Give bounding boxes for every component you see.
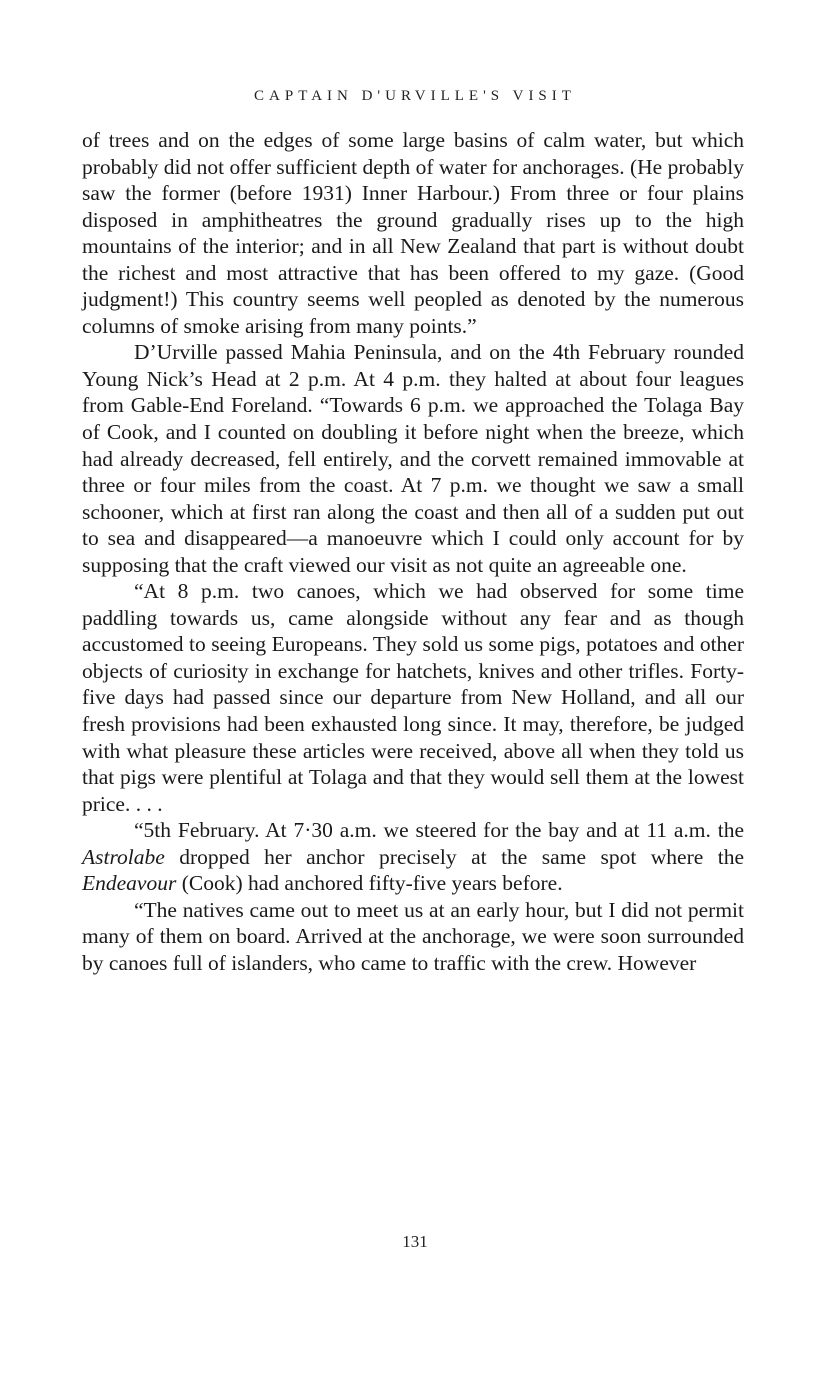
text-run: “5th February. At 7·30 a.m. we steered for the bay and at 11 a.m. the	[134, 818, 744, 843]
page-number: 131	[402, 1232, 428, 1251]
paragraph	[82, 578, 744, 817]
paragraph	[82, 817, 744, 897]
running-head: CAPTAIN D'URVILLE'S VISIT	[254, 88, 576, 104]
text-run: “At 8 p.m. two canoes, which we had observed for some time paddling towards us, came alongside without any fear and as though accustomed to seeing Europeans. They sold us some pigs, potatoes and other objects of curiosity in exchange for hatchets, knives and other trifles. Forty-five days had passed since our departure from New Holland, and all our fresh provisions had been exhausted long since. It may, therefore, be judged with what pleasure these articles were received, above all when they told us that pigs were plentiful at Tolaga and that they would sell them at the lowest price. . . .	[82, 579, 744, 816]
text-run: of trees and on the edges of some large basins of calm water, but which probably did not offer sufficient depth of water for anchorages. (He probably saw the former (before 1931) Inner Harbour.) From three or four plains disposed in amphitheatres the ground gradually rises up to the high mountains of the interior; and in all New Zealand that part is without doubt the richest and most attractive that has been offered to my gaze. (Good judgment!) This country seems well peopled as denoted by the numerous columns of smoke arising from many points.”	[82, 128, 744, 338]
italic-ship-name: Astrolabe	[82, 844, 165, 869]
body-text	[82, 127, 744, 977]
text-run: “The natives came out to meet us at an early hour, but I did not permit many of them on board. Arrived at the anchorage, we were soon surrounded by canoes full of islanders, who came to traffic with the crew. However	[82, 897, 744, 975]
paragraph	[82, 897, 744, 977]
text-run: (Cook) had anchored fifty-five years before.	[176, 871, 563, 896]
text-run: dropped her anchor precisely at the same spot where the	[164, 844, 744, 869]
paragraph	[82, 339, 744, 578]
text-run: D’Urville passed Mahia Peninsula, and on the 4th February rounded Young Nick’s Head at 2 p.m. At 4 p.m. they halted at about four leagues from Gable-End Foreland. “Towards 6 p.m. we approached the Tolaga Bay of Cook, and I counted on doubling it before night when the breeze, which had already decreased, fell entirely, and the corvett remained immovable at three or four miles from the coast. At 7 p.m. we thought we saw a small schooner, which at first ran along the coast and then all of a sudden put out to sea and disappeared—a manoeuvre which I could only account for by supposing that the craft viewed our visit as not quite an agreeable one.	[82, 340, 744, 577]
paragraph	[82, 127, 744, 339]
italic-ship-name: Endeavour	[82, 871, 177, 896]
